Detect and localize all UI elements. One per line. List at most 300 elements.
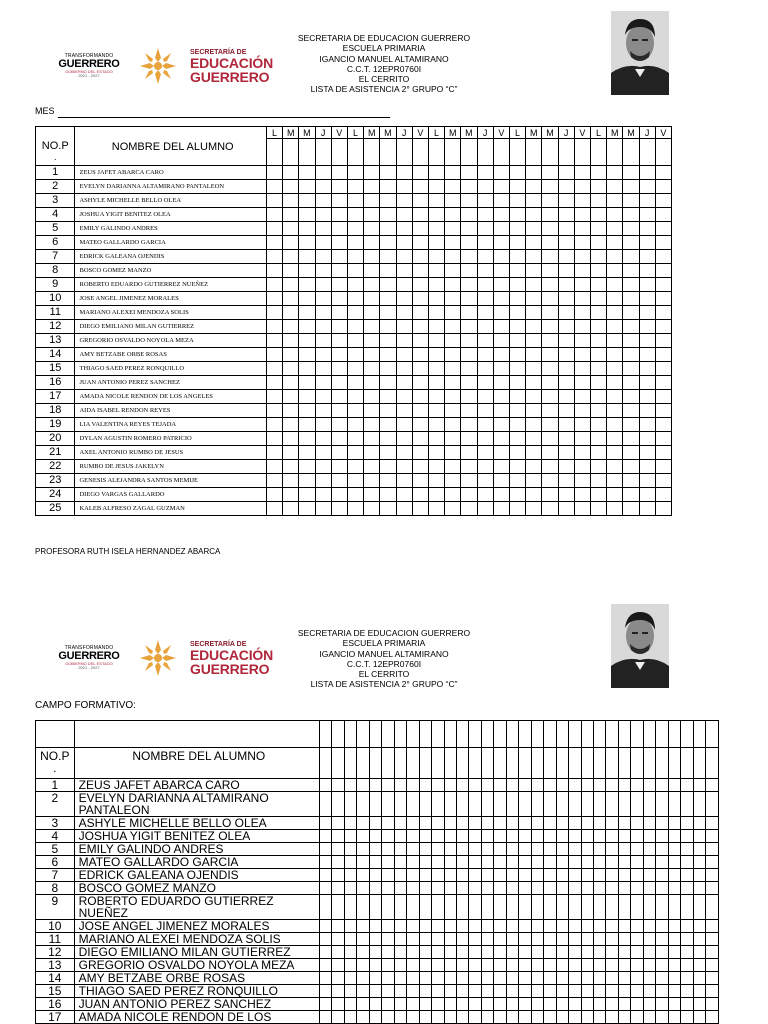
grade-cell[interactable] <box>432 933 444 946</box>
grade-cell[interactable] <box>456 843 468 856</box>
attendance-cell[interactable] <box>428 488 444 502</box>
attendance-cell[interactable] <box>655 166 671 180</box>
attendance-cell[interactable] <box>623 348 639 362</box>
grade-cell[interactable] <box>506 817 518 830</box>
attendance-cell[interactable] <box>266 250 282 264</box>
grade-cell[interactable] <box>631 721 643 748</box>
grade-cell[interactable] <box>531 972 543 985</box>
grade-cell[interactable] <box>618 882 630 895</box>
attendance-cell[interactable] <box>266 292 282 306</box>
grade-cell[interactable] <box>656 1011 668 1024</box>
grade-cell[interactable] <box>320 959 332 972</box>
grade-cell[interactable] <box>618 1011 630 1024</box>
attendance-cell[interactable] <box>526 432 542 446</box>
attendance-cell[interactable] <box>364 264 380 278</box>
grade-cell[interactable] <box>556 843 568 856</box>
attendance-cell[interactable] <box>299 236 315 250</box>
attendance-cell[interactable] <box>477 236 493 250</box>
attendance-cell[interactable] <box>266 166 282 180</box>
grade-cell[interactable] <box>494 998 506 1011</box>
attendance-cell[interactable] <box>380 194 396 208</box>
attendance-cell[interactable] <box>364 502 380 516</box>
grade-cell[interactable] <box>706 920 719 933</box>
attendance-cell[interactable] <box>461 222 477 236</box>
attendance-cell[interactable] <box>347 208 363 222</box>
grade-cell[interactable] <box>643 985 655 998</box>
attendance-cell[interactable] <box>331 404 347 418</box>
grade-cell[interactable] <box>606 817 618 830</box>
grade-cell[interactable] <box>494 869 506 882</box>
grade-cell[interactable] <box>531 882 543 895</box>
attendance-cell[interactable] <box>607 250 623 264</box>
grade-cell[interactable] <box>656 869 668 882</box>
attendance-cell[interactable] <box>283 208 299 222</box>
grade-cell[interactable] <box>344 998 356 1011</box>
attendance-cell[interactable] <box>526 488 542 502</box>
grade-cell[interactable] <box>681 817 693 830</box>
attendance-cell[interactable] <box>558 292 574 306</box>
grade-cell[interactable] <box>357 933 369 946</box>
attendance-cell[interactable] <box>347 236 363 250</box>
attendance-cell[interactable] <box>509 292 525 306</box>
attendance-cell[interactable] <box>574 446 590 460</box>
attendance-cell[interactable] <box>623 194 639 208</box>
attendance-cell[interactable] <box>623 446 639 460</box>
grade-cell[interactable] <box>419 856 431 869</box>
grade-cell[interactable] <box>693 933 705 946</box>
attendance-cell[interactable] <box>623 166 639 180</box>
attendance-cell[interactable] <box>493 278 509 292</box>
grade-cell[interactable] <box>544 998 556 1011</box>
grade-cell[interactable] <box>394 830 406 843</box>
grade-cell[interactable] <box>556 869 568 882</box>
grade-cell[interactable] <box>606 972 618 985</box>
attendance-cell[interactable] <box>574 334 590 348</box>
grade-cell[interactable] <box>382 882 394 895</box>
attendance-cell[interactable] <box>639 320 655 334</box>
attendance-cell[interactable] <box>283 460 299 474</box>
grade-cell[interactable] <box>469 830 481 843</box>
grade-cell[interactable] <box>432 985 444 998</box>
attendance-cell[interactable] <box>509 460 525 474</box>
grade-cell[interactable] <box>519 882 531 895</box>
attendance-cell[interactable] <box>542 334 558 348</box>
attendance-cell[interactable] <box>445 446 461 460</box>
attendance-cell[interactable] <box>445 194 461 208</box>
grade-cell[interactable] <box>456 748 468 779</box>
grade-cell[interactable] <box>444 895 456 920</box>
attendance-cell[interactable] <box>445 139 461 166</box>
attendance-cell[interactable] <box>347 362 363 376</box>
attendance-cell[interactable] <box>364 418 380 432</box>
grade-cell[interactable] <box>456 869 468 882</box>
grade-cell[interactable] <box>519 946 531 959</box>
grade-cell[interactable] <box>494 895 506 920</box>
attendance-cell[interactable] <box>477 180 493 194</box>
attendance-cell[interactable] <box>607 418 623 432</box>
grade-cell[interactable] <box>382 748 394 779</box>
attendance-cell[interactable] <box>364 474 380 488</box>
grade-cell[interactable] <box>494 972 506 985</box>
attendance-cell[interactable] <box>526 139 542 166</box>
grade-cell[interactable] <box>643 972 655 985</box>
grade-cell[interactable] <box>544 843 556 856</box>
attendance-cell[interactable] <box>445 432 461 446</box>
grade-cell[interactable] <box>706 998 719 1011</box>
grade-cell[interactable] <box>706 933 719 946</box>
attendance-cell[interactable] <box>542 250 558 264</box>
attendance-cell[interactable] <box>655 334 671 348</box>
grade-cell[interactable] <box>544 959 556 972</box>
grade-cell[interactable] <box>407 721 419 748</box>
grade-cell[interactable] <box>369 998 381 1011</box>
attendance-cell[interactable] <box>461 208 477 222</box>
grade-cell[interactable] <box>531 920 543 933</box>
attendance-cell[interactable] <box>299 460 315 474</box>
grade-cell[interactable] <box>456 972 468 985</box>
grade-cell[interactable] <box>506 933 518 946</box>
grade-cell[interactable] <box>531 959 543 972</box>
grade-cell[interactable] <box>382 843 394 856</box>
grade-cell[interactable] <box>369 869 381 882</box>
grade-cell[interactable] <box>606 779 618 792</box>
grade-cell[interactable] <box>618 869 630 882</box>
attendance-cell[interactable] <box>331 250 347 264</box>
attendance-cell[interactable] <box>655 404 671 418</box>
attendance-cell[interactable] <box>412 488 428 502</box>
grade-cell[interactable] <box>569 946 581 959</box>
attendance-cell[interactable] <box>380 250 396 264</box>
grade-cell[interactable] <box>656 779 668 792</box>
attendance-cell[interactable] <box>639 139 655 166</box>
grade-cell[interactable] <box>593 721 605 748</box>
attendance-cell[interactable] <box>445 222 461 236</box>
attendance-cell[interactable] <box>283 404 299 418</box>
attendance-cell[interactable] <box>542 278 558 292</box>
grade-cell[interactable] <box>481 748 493 779</box>
grade-cell[interactable] <box>631 792 643 817</box>
attendance-cell[interactable] <box>283 320 299 334</box>
attendance-cell[interactable] <box>477 502 493 516</box>
attendance-cell[interactable] <box>266 208 282 222</box>
attendance-cell[interactable] <box>526 306 542 320</box>
attendance-cell[interactable] <box>607 362 623 376</box>
attendance-cell[interactable] <box>331 390 347 404</box>
grade-cell[interactable] <box>444 830 456 843</box>
attendance-cell[interactable] <box>412 348 428 362</box>
attendance-cell[interactable] <box>639 474 655 488</box>
grade-cell[interactable] <box>469 959 481 972</box>
grade-cell[interactable] <box>419 792 431 817</box>
attendance-cell[interactable] <box>396 180 412 194</box>
attendance-cell[interactable] <box>655 432 671 446</box>
attendance-cell[interactable] <box>396 418 412 432</box>
attendance-cell[interactable] <box>574 376 590 390</box>
attendance-cell[interactable] <box>331 502 347 516</box>
attendance-cell[interactable] <box>509 320 525 334</box>
grade-cell[interactable] <box>382 959 394 972</box>
attendance-cell[interactable] <box>299 334 315 348</box>
grade-cell[interactable] <box>618 946 630 959</box>
grade-cell[interactable] <box>382 895 394 920</box>
attendance-cell[interactable] <box>526 250 542 264</box>
attendance-cell[interactable] <box>558 222 574 236</box>
attendance-cell[interactable] <box>266 334 282 348</box>
attendance-cell[interactable] <box>655 390 671 404</box>
grade-cell[interactable] <box>693 882 705 895</box>
grade-cell[interactable] <box>643 792 655 817</box>
attendance-cell[interactable] <box>299 446 315 460</box>
grade-cell[interactable] <box>519 869 531 882</box>
attendance-cell[interactable] <box>526 474 542 488</box>
grade-cell[interactable] <box>606 882 618 895</box>
grade-cell[interactable] <box>531 869 543 882</box>
grade-cell[interactable] <box>394 882 406 895</box>
attendance-cell[interactable] <box>331 236 347 250</box>
attendance-cell[interactable] <box>542 292 558 306</box>
grade-cell[interactable] <box>332 721 344 748</box>
attendance-cell[interactable] <box>428 292 444 306</box>
attendance-cell[interactable] <box>412 502 428 516</box>
grade-cell[interactable] <box>369 856 381 869</box>
attendance-cell[interactable] <box>655 278 671 292</box>
attendance-cell[interactable] <box>266 139 282 166</box>
attendance-cell[interactable] <box>380 362 396 376</box>
grade-cell[interactable] <box>320 882 332 895</box>
attendance-cell[interactable] <box>428 139 444 166</box>
grade-cell[interactable] <box>382 869 394 882</box>
attendance-cell[interactable] <box>623 362 639 376</box>
grade-cell[interactable] <box>506 721 518 748</box>
attendance-cell[interactable] <box>526 194 542 208</box>
grade-cell[interactable] <box>444 869 456 882</box>
grade-cell[interactable] <box>569 779 581 792</box>
attendance-cell[interactable] <box>493 166 509 180</box>
grade-cell[interactable] <box>369 748 381 779</box>
attendance-cell[interactable] <box>428 446 444 460</box>
attendance-cell[interactable] <box>623 180 639 194</box>
attendance-cell[interactable] <box>396 278 412 292</box>
grade-cell[interactable] <box>581 1011 593 1024</box>
attendance-cell[interactable] <box>461 278 477 292</box>
grade-cell[interactable] <box>494 920 506 933</box>
attendance-cell[interactable] <box>396 292 412 306</box>
grade-cell[interactable] <box>444 721 456 748</box>
attendance-cell[interactable] <box>412 208 428 222</box>
grade-cell[interactable] <box>432 830 444 843</box>
attendance-cell[interactable] <box>364 166 380 180</box>
grade-cell[interactable] <box>494 946 506 959</box>
grade-cell[interactable] <box>407 856 419 869</box>
attendance-cell[interactable] <box>607 236 623 250</box>
grade-cell[interactable] <box>581 817 593 830</box>
grade-cell[interactable] <box>382 972 394 985</box>
grade-cell[interactable] <box>320 856 332 869</box>
attendance-cell[interactable] <box>607 488 623 502</box>
attendance-cell[interactable] <box>607 460 623 474</box>
attendance-cell[interactable] <box>364 432 380 446</box>
attendance-cell[interactable] <box>461 320 477 334</box>
grade-cell[interactable] <box>419 843 431 856</box>
attendance-cell[interactable] <box>347 376 363 390</box>
attendance-cell[interactable] <box>315 139 331 166</box>
grade-cell[interactable] <box>631 895 643 920</box>
grade-cell[interactable] <box>419 985 431 998</box>
attendance-cell[interactable] <box>558 474 574 488</box>
attendance-cell[interactable] <box>526 404 542 418</box>
grade-cell[interactable] <box>320 721 332 748</box>
grade-cell[interactable] <box>643 779 655 792</box>
attendance-cell[interactable] <box>477 390 493 404</box>
attendance-cell[interactable] <box>461 474 477 488</box>
grade-cell[interactable] <box>407 972 419 985</box>
grade-cell[interactable] <box>344 985 356 998</box>
attendance-cell[interactable] <box>590 180 606 194</box>
attendance-cell[interactable] <box>364 348 380 362</box>
grade-cell[interactable] <box>469 817 481 830</box>
attendance-cell[interactable] <box>315 376 331 390</box>
attendance-cell[interactable] <box>509 390 525 404</box>
attendance-cell[interactable] <box>445 208 461 222</box>
attendance-cell[interactable] <box>315 250 331 264</box>
attendance-cell[interactable] <box>623 250 639 264</box>
attendance-cell[interactable] <box>477 418 493 432</box>
grade-cell[interactable] <box>681 933 693 946</box>
attendance-cell[interactable] <box>623 474 639 488</box>
attendance-cell[interactable] <box>299 250 315 264</box>
attendance-cell[interactable] <box>542 432 558 446</box>
grade-cell[interactable] <box>581 856 593 869</box>
attendance-cell[interactable] <box>445 418 461 432</box>
attendance-cell[interactable] <box>639 362 655 376</box>
grade-cell[interactable] <box>618 721 630 748</box>
grade-cell[interactable] <box>320 748 332 779</box>
attendance-cell[interactable] <box>590 432 606 446</box>
attendance-cell[interactable] <box>428 236 444 250</box>
attendance-cell[interactable] <box>558 250 574 264</box>
attendance-cell[interactable] <box>380 334 396 348</box>
attendance-cell[interactable] <box>445 264 461 278</box>
grade-cell[interactable] <box>706 792 719 817</box>
grade-cell[interactable] <box>407 1011 419 1024</box>
attendance-cell[interactable] <box>526 180 542 194</box>
attendance-cell[interactable] <box>607 306 623 320</box>
grade-cell[interactable] <box>444 779 456 792</box>
attendance-cell[interactable] <box>283 222 299 236</box>
grade-cell[interactable] <box>681 843 693 856</box>
attendance-cell[interactable] <box>315 446 331 460</box>
attendance-cell[interactable] <box>542 418 558 432</box>
grade-cell[interactable] <box>643 748 655 779</box>
grade-cell[interactable] <box>544 946 556 959</box>
attendance-cell[interactable] <box>623 432 639 446</box>
grade-cell[interactable] <box>544 882 556 895</box>
grade-cell[interactable] <box>531 792 543 817</box>
attendance-cell[interactable] <box>526 348 542 362</box>
attendance-cell[interactable] <box>526 502 542 516</box>
attendance-cell[interactable] <box>526 376 542 390</box>
grade-cell[interactable] <box>531 933 543 946</box>
grade-cell[interactable] <box>681 792 693 817</box>
attendance-cell[interactable] <box>347 348 363 362</box>
grade-cell[interactable] <box>369 843 381 856</box>
grade-cell[interactable] <box>668 1011 680 1024</box>
grade-cell[interactable] <box>693 869 705 882</box>
attendance-cell[interactable] <box>364 362 380 376</box>
attendance-cell[interactable] <box>607 502 623 516</box>
grade-cell[interactable] <box>432 882 444 895</box>
grade-cell[interactable] <box>569 985 581 998</box>
grade-cell[interactable] <box>369 830 381 843</box>
attendance-cell[interactable] <box>412 418 428 432</box>
grade-cell[interactable] <box>519 895 531 920</box>
grade-cell[interactable] <box>332 1011 344 1024</box>
grade-cell[interactable] <box>706 721 719 748</box>
attendance-cell[interactable] <box>364 292 380 306</box>
attendance-cell[interactable] <box>558 166 574 180</box>
grade-cell[interactable] <box>432 817 444 830</box>
grade-cell[interactable] <box>481 721 493 748</box>
grade-cell[interactable] <box>481 830 493 843</box>
attendance-cell[interactable] <box>461 460 477 474</box>
grade-cell[interactable] <box>569 895 581 920</box>
grade-cell[interactable] <box>444 1011 456 1024</box>
attendance-cell[interactable] <box>493 180 509 194</box>
attendance-cell[interactable] <box>266 404 282 418</box>
grade-cell[interactable] <box>344 959 356 972</box>
grade-cell[interactable] <box>369 985 381 998</box>
attendance-cell[interactable] <box>623 139 639 166</box>
attendance-cell[interactable] <box>315 292 331 306</box>
attendance-cell[interactable] <box>315 348 331 362</box>
grade-cell[interactable] <box>581 882 593 895</box>
attendance-cell[interactable] <box>364 334 380 348</box>
attendance-cell[interactable] <box>558 208 574 222</box>
grade-cell[interactable] <box>432 1011 444 1024</box>
attendance-cell[interactable] <box>493 418 509 432</box>
grade-cell[interactable] <box>419 779 431 792</box>
attendance-cell[interactable] <box>428 166 444 180</box>
grade-cell[interactable] <box>444 817 456 830</box>
grade-cell[interactable] <box>481 843 493 856</box>
attendance-cell[interactable] <box>607 139 623 166</box>
attendance-cell[interactable] <box>283 278 299 292</box>
grade-cell[interactable] <box>519 817 531 830</box>
grade-cell[interactable] <box>344 1011 356 1024</box>
attendance-cell[interactable] <box>347 292 363 306</box>
grade-cell[interactable] <box>656 946 668 959</box>
attendance-cell[interactable] <box>542 236 558 250</box>
attendance-cell[interactable] <box>590 264 606 278</box>
grade-cell[interactable] <box>556 856 568 869</box>
attendance-cell[interactable] <box>380 236 396 250</box>
attendance-cell[interactable] <box>428 278 444 292</box>
grade-cell[interactable] <box>544 869 556 882</box>
attendance-cell[interactable] <box>542 390 558 404</box>
attendance-cell[interactable] <box>509 264 525 278</box>
grade-cell[interactable] <box>606 721 618 748</box>
grade-cell[interactable] <box>357 985 369 998</box>
attendance-cell[interactable] <box>558 278 574 292</box>
grade-cell[interactable] <box>593 972 605 985</box>
attendance-cell[interactable] <box>396 208 412 222</box>
attendance-cell[interactable] <box>283 488 299 502</box>
grade-cell[interactable] <box>357 721 369 748</box>
grade-cell[interactable] <box>469 1011 481 1024</box>
attendance-cell[interactable] <box>412 376 428 390</box>
grade-cell[interactable] <box>569 1011 581 1024</box>
attendance-cell[interactable] <box>266 460 282 474</box>
